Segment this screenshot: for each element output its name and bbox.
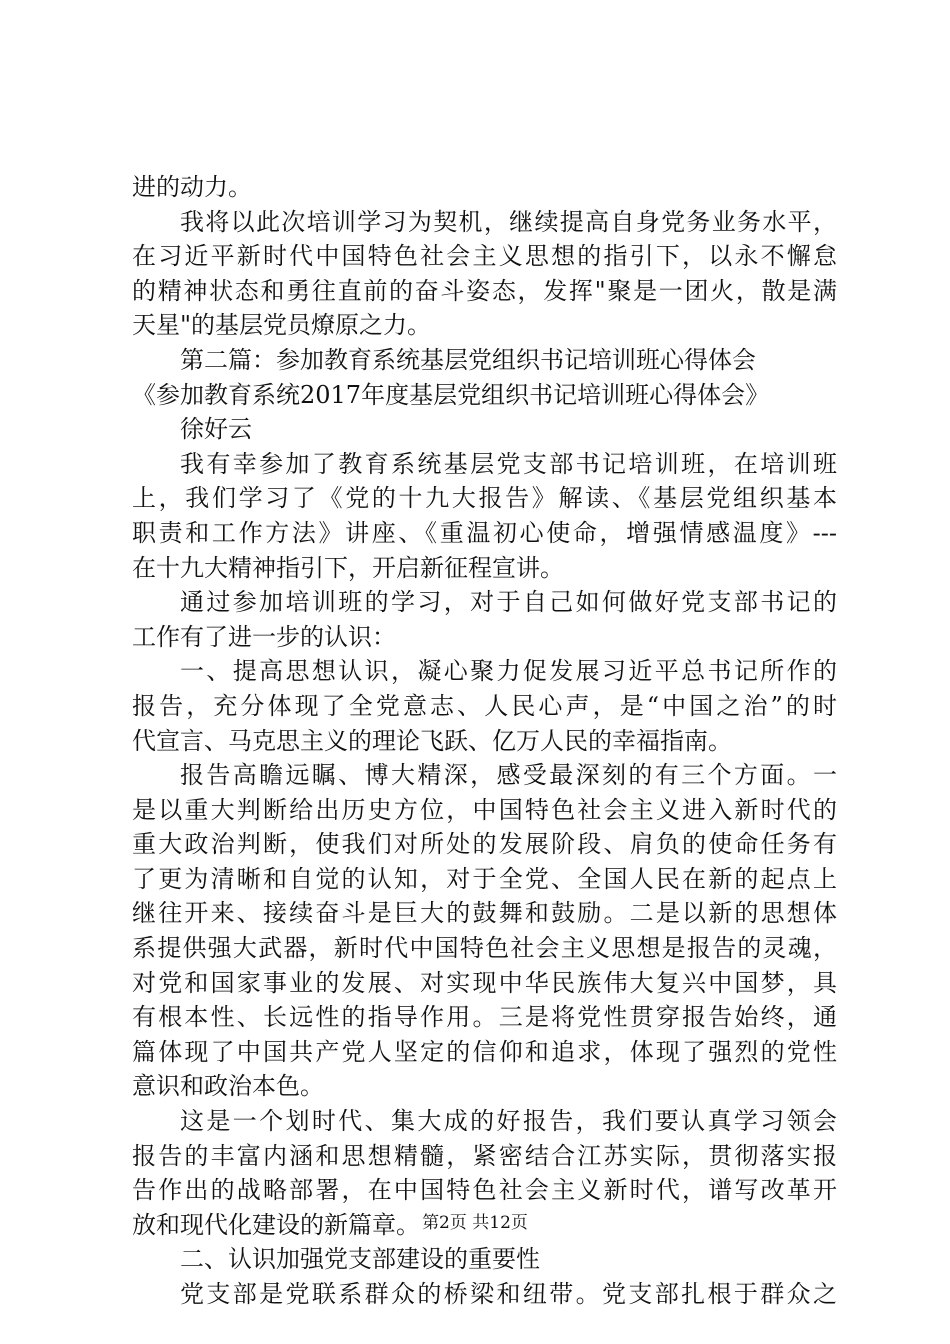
text-line: 意识和政治本色。 <box>132 1072 324 1101</box>
text-line: 对党和国家事业的发展、对实现中华民族伟大复兴中国梦，具 <box>132 968 837 997</box>
text-line: 在十九大精神指引下，开启新征程宣讲。 <box>132 553 564 582</box>
text-line: 报告，充分体现了全党意志、人民心声，是“中国之治”的时 <box>132 691 837 720</box>
author-name: 徐好云 <box>180 415 252 444</box>
text-line: 篇体现了中国共产党人坚定的信仰和追求，体现了强烈的党性 <box>132 1037 837 1066</box>
text-line: 告作出的战略部署，在中国特色社会主义新时代，谱写改革开 <box>132 1176 837 1205</box>
text-line: 我将以此次培训学习为契机，继续提高自身党务业务水平， <box>180 207 837 236</box>
text-line: 是以重大判断给出历史方位，中国特色社会主义进入新时代的 <box>132 795 837 824</box>
text-line: 继往开来、接续奋斗是巨大的鼓舞和鼓励。二是以新的思想体 <box>132 899 837 928</box>
text-line: 在习近平新时代中国特色社会主义思想的指引下，以永不懈怠 <box>132 242 837 271</box>
text-line: 职责和工作方法》讲座、《重温初心使命，增强情感温度》--- <box>132 518 837 547</box>
text-line: 有根本性、长远性的指导作用。三是将党性贯穿报告始终，通 <box>132 1003 837 1032</box>
text-line: 党支部是党联系群众的桥梁和纽带。党支部扎根于群众之 <box>180 1280 837 1308</box>
text-line: 一、提高思想认识，凝心聚力促发展习近平总书记所作的 <box>180 657 837 686</box>
article-title: 《参加教育系统2017年度基层党组织书记培训班心得体会》 <box>132 380 770 409</box>
text-line: 工作有了进一步的认识： <box>132 622 396 651</box>
page-number-label: 第2页 共12页 <box>422 1213 528 1233</box>
text-line: 放和现代化建设的新篇章。 <box>132 1210 420 1239</box>
section-heading: 第二篇：参加教育系统基层党组织书记培训班心得体会 <box>180 345 756 374</box>
text-line: 报告的丰富内涵和思想精髓，紧密结合江苏实际，贯彻落实报 <box>132 1141 837 1170</box>
text-line: 代宣言、马克思主义的理论飞跃、亿万人民的幸福指南。 <box>132 726 732 755</box>
text-line: 上，我们学习了《党的十九大报告》解读、《基层党组织基本 <box>132 484 837 513</box>
text-line: 进的动力。 <box>132 173 252 201</box>
text-line: 这是一个划时代、集大成的好报告，我们要认真学习领会 <box>180 1107 837 1136</box>
text-line: 的精神状态和勇往直前的奋斗姿态，发挥"聚是一团火，散是满 <box>132 276 837 305</box>
document-body <box>132 170 837 1312</box>
text-line: 我有幸参加了教育系统基层党支部书记培训班，在培训班 <box>180 449 837 478</box>
text-line: 系提供强大武器，新时代中国特色社会主义思想是报告的灵魂， <box>132 934 837 963</box>
text-line: 通过参加培训班的学习，对于自己如何做好党支部书记的 <box>180 588 837 617</box>
page-footer <box>0 1211 950 1235</box>
text-line: 重大政治判断，使我们对所处的发展阶段、肩负的使命任务有 <box>132 830 837 859</box>
text-line: 报告高瞻远瞩、博大精深，感受最深刻的有三个方面。一 <box>180 761 837 790</box>
text-line: 了更为清晰和自觉的认知，对于全党、全国人民在新的起点上 <box>132 864 837 893</box>
text-line: 天星"的基层党员燎原之力。 <box>132 311 432 340</box>
section-heading: 二、认识加强党支部建设的重要性 <box>180 1245 540 1274</box>
